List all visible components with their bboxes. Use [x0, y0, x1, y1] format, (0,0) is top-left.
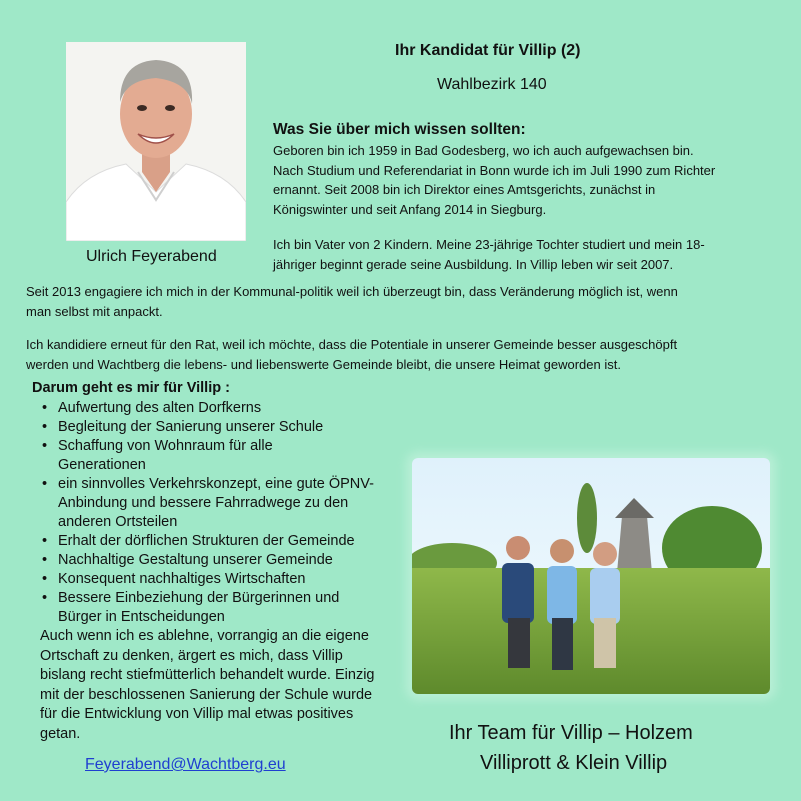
- goal-item: • Nachhaltige Gestaltung unserer Gemeinde: [40, 551, 385, 570]
- about-p1-line: Königswinter und seit Anfang 2014 in Siegburg.: [273, 201, 547, 217]
- about-p1-line: Geboren bin ich 1959 in Bad Godesberg, wo ich auch aufgewachsen bin.: [273, 143, 694, 158]
- about-p2-line: jähriger beginnt gerade seine Ausbildung. In Villip leben wir seit 2007.: [273, 256, 674, 272]
- goals-list: [40, 399, 385, 627]
- about-p1-line: Nach Studium und Referendariat in Bonn wurde ich im Juli 1990 zum Richter: [273, 162, 716, 178]
- candidacy-line: werden und Wachtberg die lebens- und liebenswerte Gemeinde bleibt, die unsere Heimat geworden ist.: [26, 356, 621, 372]
- page-title: Ihr Kandidat für Villip (2): [395, 42, 581, 59]
- email-link[interactable]: Feyerabend@Wachtberg.eu: [85, 756, 286, 773]
- team-caption-line-1: Ihr Team für Villip – Holzem: [449, 722, 693, 744]
- goal-item: • ein sinnvolles Verkehrskonzept, eine gute ÖPNV-Anbindung und bessere Fahrradwege zu den anderen Ortsteilen: [40, 475, 385, 532]
- candidate-name: Ulrich Feyerabend: [86, 248, 217, 265]
- goal-item: • Erhalt der dörflichen Strukturen der Gemeinde: [40, 532, 385, 551]
- team-caption-line-2: Villiprott & Klein Villip: [480, 752, 668, 774]
- politics-line: Seit 2013 engagiere ich mich in der Kommunal-politik weil ich überzeugt bin, dass Veränderung möglich ist, wenn: [26, 284, 678, 299]
- about-paragraph-2: [273, 235, 705, 274]
- goal-item: • Bessere Einbeziehung der Bürgerinnen und Bürger in Entscheidungen: [40, 589, 358, 627]
- closing-paragraph: Auch wenn ich es ablehne, vorrangig an die eigene Ortschaft zu denken, ärgert es mich, dass Villip bislang recht stiefmütterlich behandelt wurde. Einzig mit der beschlossenen Sanierung der Schule wurde für die Entwicklung von Villip mal etwas positives getan.: [40, 628, 375, 742]
- goal-item: • Begleitung der Sanierung unserer Schule: [40, 418, 385, 437]
- goal-item: • Aufwertung des alten Dorfkerns: [40, 399, 385, 418]
- politics-paragraph: [26, 282, 678, 321]
- candidacy-paragraph: [26, 335, 677, 374]
- about-p1-line: ernannt. Seit 2008 bin ich Direktor eines Amtsgerichts, zunächst in: [273, 182, 656, 197]
- about-heading: Was Sie über mich wissen sollten:: [273, 121, 526, 138]
- about-paragraph-1: [273, 141, 715, 219]
- candidacy-line: Ich kandidiere erneut für den Rat, weil ich möchte, dass die Potentiale in unserer Gemeinde besser ausgeschöpft: [26, 337, 678, 352]
- page-subtitle: Wahlbezirk 140: [437, 76, 547, 93]
- candidate-portrait: [66, 42, 246, 241]
- about-p2-line: Ich bin Vater von 2 Kindern. Meine 23-jährige Tochter studiert und mein 18-: [273, 237, 705, 252]
- goal-item: • Konsequent nachhaltiges Wirtschaften: [40, 570, 385, 589]
- goal-item: • Schaffung von Wohnraum für alle Generationen: [40, 437, 298, 475]
- politics-line: man selbst mit anpackt.: [26, 303, 163, 319]
- goals-heading: Darum geht es mir für Villip :: [32, 380, 230, 396]
- team-photo: [412, 458, 770, 694]
